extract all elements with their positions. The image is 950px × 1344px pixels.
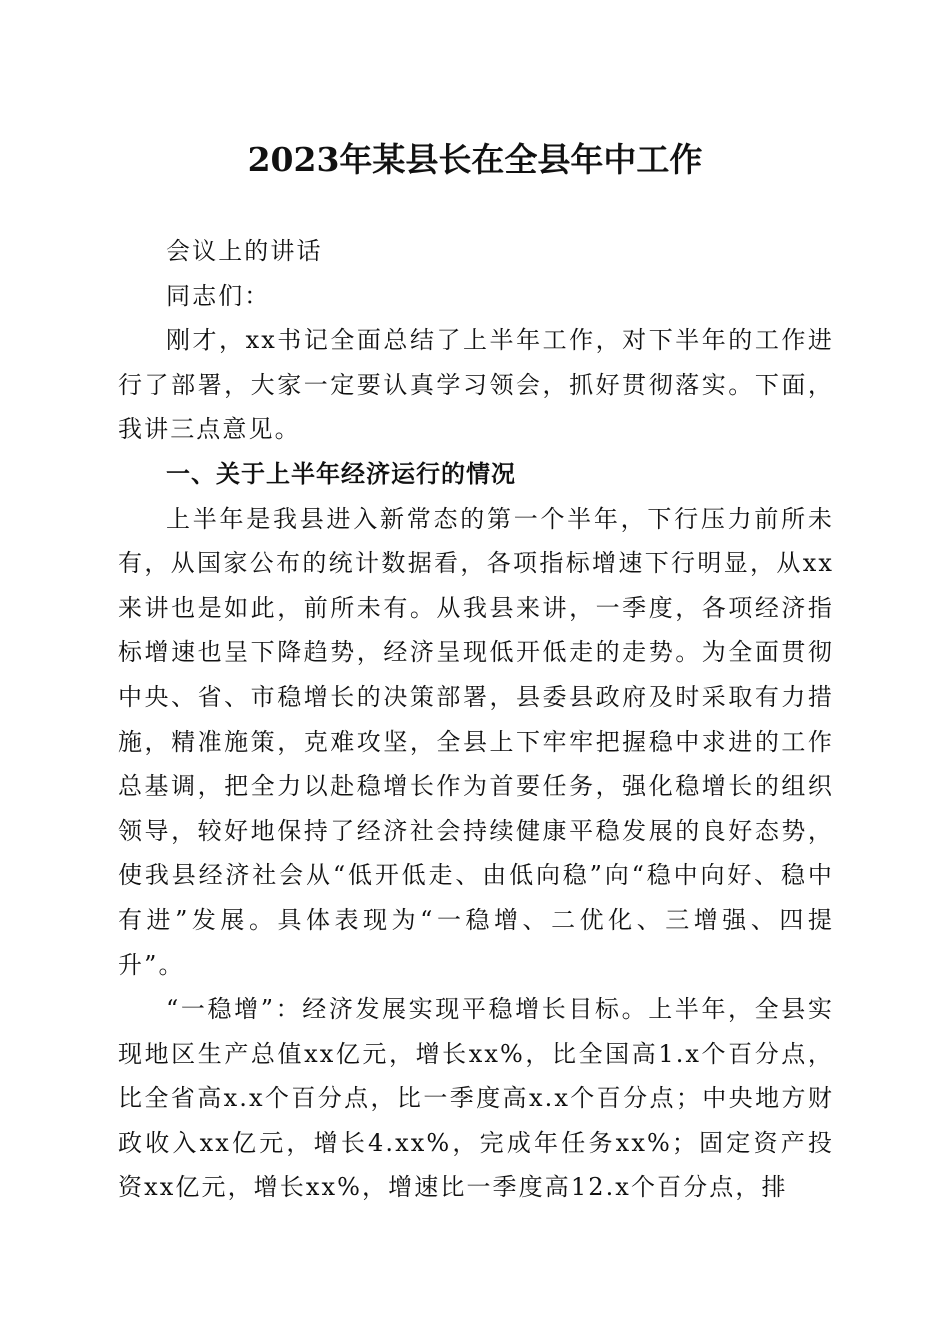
page-title: 2023年某县长在全县年中工作: [247, 140, 703, 179]
paragraph: 会议上的讲话: [166, 237, 323, 265]
document-body: [118, 229, 834, 1210]
paragraph: 上半年是我县进入新常态的第一个半年，下行压力前所未有，从国家公布的统计数据看，各项指标增速下行明显，从xx来讲也是如此，前所未有。从我县来讲，一季度，各项经济指标增速也呈下降趋势，经济呈现低开低走的走势。为全面贯彻中央、省、市稳增长的决策部署，县委县政府及时采取有力措施，精准施策，克难攻坚，全县上下牢牢把握稳中求进的工作总基调，把全力以赴稳增长作为首要任务，强化稳增长的组织领导，较好地保持了经济社会持续健康平稳发展的良好态势，使我县经济社会从“低开低走、由低向稳”向“稳中向好、稳中有进”发展。具体表现为“一稳增、二优化、三增强、四提升”。: [118, 504, 834, 979]
paragraph: 刚才，xx书记全面总结了上半年工作，对下半年的工作进行了部署，大家一定要认真学习领会，抓好贯彻落实。下面，我讲三点意见。: [118, 326, 834, 444]
section-heading: 一、关于上半年经济运行的情况: [166, 459, 516, 488]
paragraph: 同志们：: [166, 281, 271, 310]
paragraph: “一稳增”：经济发展实现平稳增长目标。上半年，全县实现地区生产总值xx亿元，增长xx%，比全国高1.x个百分点，比全省高x.x个百分点，比一季度高x.x个百分点；中央地方财政收入xx亿元，增长4.xx%，完成年任务xx%；固定资产投资xx亿元，增长xx%，增速比一季度高12.x个百分点，排: [118, 995, 834, 1202]
